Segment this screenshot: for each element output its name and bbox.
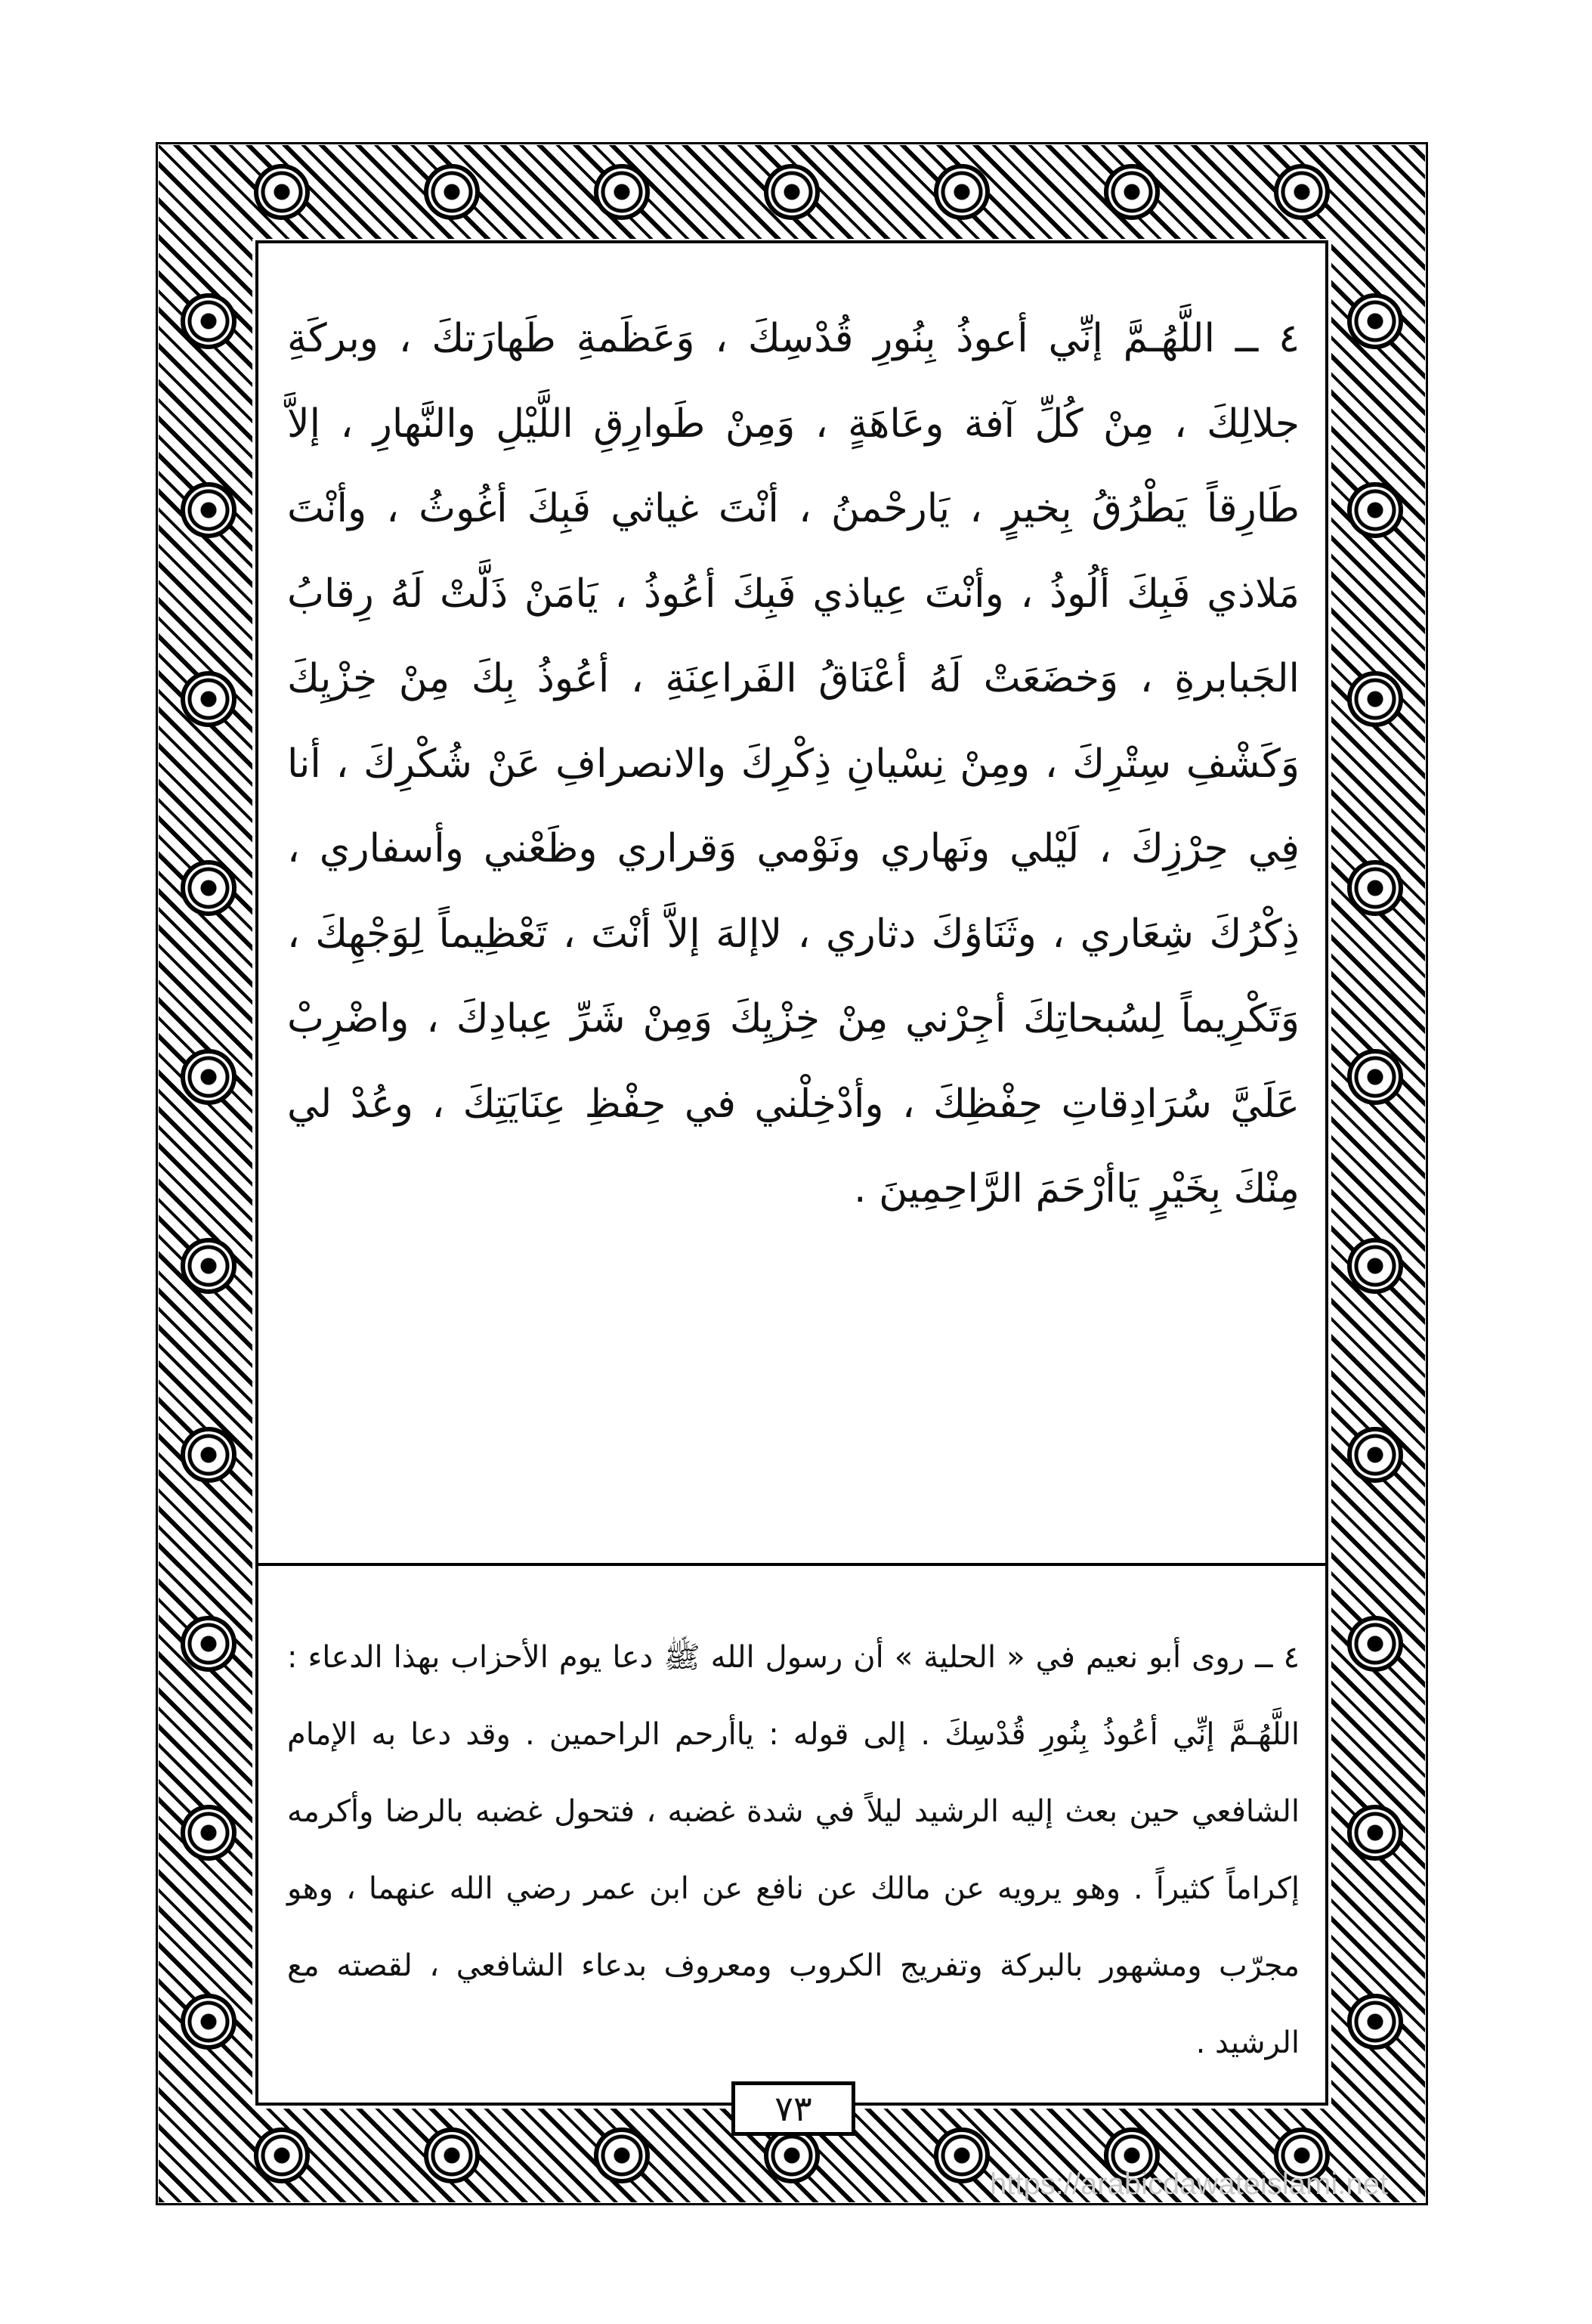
page-number: ٧٣ [774, 2088, 812, 2129]
flower-ornament-icon [1347, 1994, 1403, 2050]
flower-ornament-icon [1347, 860, 1403, 916]
flower-ornament-icon [934, 2127, 990, 2183]
source-watermark: https://arabicdawateislami.net [990, 2168, 1388, 2201]
flower-ornament-icon [1347, 1049, 1403, 1105]
flower-ornament-icon [764, 2127, 820, 2183]
flower-ornament-icon [254, 164, 310, 220]
flower-ornament-icon [764, 164, 820, 220]
flower-ornament-icon [254, 2127, 310, 2183]
flower-ornament-icon [594, 2127, 650, 2183]
flower-ornament-icon [181, 293, 236, 349]
flower-ornament-icon [181, 1049, 236, 1105]
flower-ornament-icon [424, 2127, 480, 2183]
flower-ornament-icon [1347, 1616, 1403, 1672]
flower-ornament-icon [594, 164, 650, 220]
flower-ornament-icon [181, 1616, 236, 1672]
flower-ornament-icon [424, 164, 480, 220]
flower-ornament-icon [1104, 164, 1160, 220]
footnote-text: ٤ ــ روى أبو نعيم في « الحلية » أن رسول الله ﷺ دعا يوم الأحزاب بهذا الدعاء : اللَّهُـمَّ إنِّي أعُوذُ بِنُورِ قُدْسِكَ . إلى قوله : ياأرحم الراحمين . وقد دعا به الإمام الشافعي حين بعث إليه الرشيد ليلاً في شدة غضبه ، فتحول غضبه بالرضا وأكرمه إكراماً كثيراً . وهو يرويه عن مالك عن نافع عن ابن عمر رضي الله عنهما ، وهو مجرّب ومشهور بالبركة وتفريج الكروب ومعروف بدعاء الشافعي ، لقصته مع الرشيد . [287, 1640, 1300, 2060]
flower-ornament-icon [181, 482, 236, 538]
right-ornament-column [1345, 227, 1405, 2116]
flower-ornament-icon [1274, 164, 1330, 220]
flower-ornament-icon [181, 1994, 236, 2050]
flower-ornament-icon [181, 1238, 236, 1294]
flower-ornament-icon [1347, 1805, 1403, 1861]
page-number-cartouche [731, 2081, 855, 2136]
flower-ornament-icon [181, 1805, 236, 1861]
flower-ornament-icon [181, 860, 236, 916]
flower-ornament-icon [181, 671, 236, 727]
flower-ornament-icon [1347, 1238, 1403, 1294]
supplication-text: ٤ ــ اللَّهُـمَّ إنِّي أعوذُ بِنُورِ قُدْسِكَ ، وَعَظَمةِ طَهارَتكَ ، وبركَةِ جلالِكَ ، مِنْ كُلِّ آفة وعَاهَةٍ ، وَمِنْ طَوارِقِ اللَّيْلِ والنَّهارِ ، إلاَّ طَارِقاً يَطْرُقُ بِخيرٍ ، يَارحْمنُ ، أنْتَ غياثي فَبِكَ أغُوثُ ، وأنْتَ مَلاذي فَبِكَ ألُوذُ ، وأنْتَ عِياذي فَبِكَ أعُوذُ ، يَامَنْ ذَلَّتْ لَهُ رِقابُ الجَبابرةِ ، وَخضَعَتْ لَهُ أعْنَاقُ الفَراعِنَةِ ، أعُوذُ بِكَ مِنْ خِزْيِكَ وَكَشْفِ سِتْرِكَ ، ومِنْ نِسْيانِ ذِكْرِكَ والانصرافِ عَنْ شُكْرِكَ ، أنا فِي حِرْزِكَ ، لَيْلي ونَهاري ونَوْمي وَقراري وظَعْني وأسفاري ، ذِكْرُكَ شِعَاري ، وثَنَاؤكَ دثاري ، لاإلهَ إلاَّ أنْتَ ، تَعْظِيماً لِوَجْهِكَ ، وَتَكْرِيماً لِسُبحاتِكَ أجِرْني مِنْ خِزْيِكَ وَمِنْ شَرِّ عِبادِكَ ، واضْرِبْ عَلَيَّ سُرَادِقاتِ حِفْظِكَ ، وأدْخِلْني في حِفْظِ عِنَايَتِكَ ، وعُدْ لي مِنْكَ بِخَيْرٍ يَاأرْحَمَ الرَّاحِمِينَ . [287, 316, 1300, 1212]
flower-ornament-icon [181, 1427, 236, 1483]
flower-ornament-icon [1347, 482, 1403, 538]
footnote-divider [255, 1563, 1328, 1566]
top-ornament-row [196, 162, 1387, 222]
flower-ornament-icon [1347, 1427, 1403, 1483]
flower-ornament-icon [1347, 671, 1403, 727]
flower-ornament-icon [1347, 293, 1403, 349]
flower-ornament-icon [934, 164, 990, 220]
left-ornament-column [178, 227, 239, 2116]
